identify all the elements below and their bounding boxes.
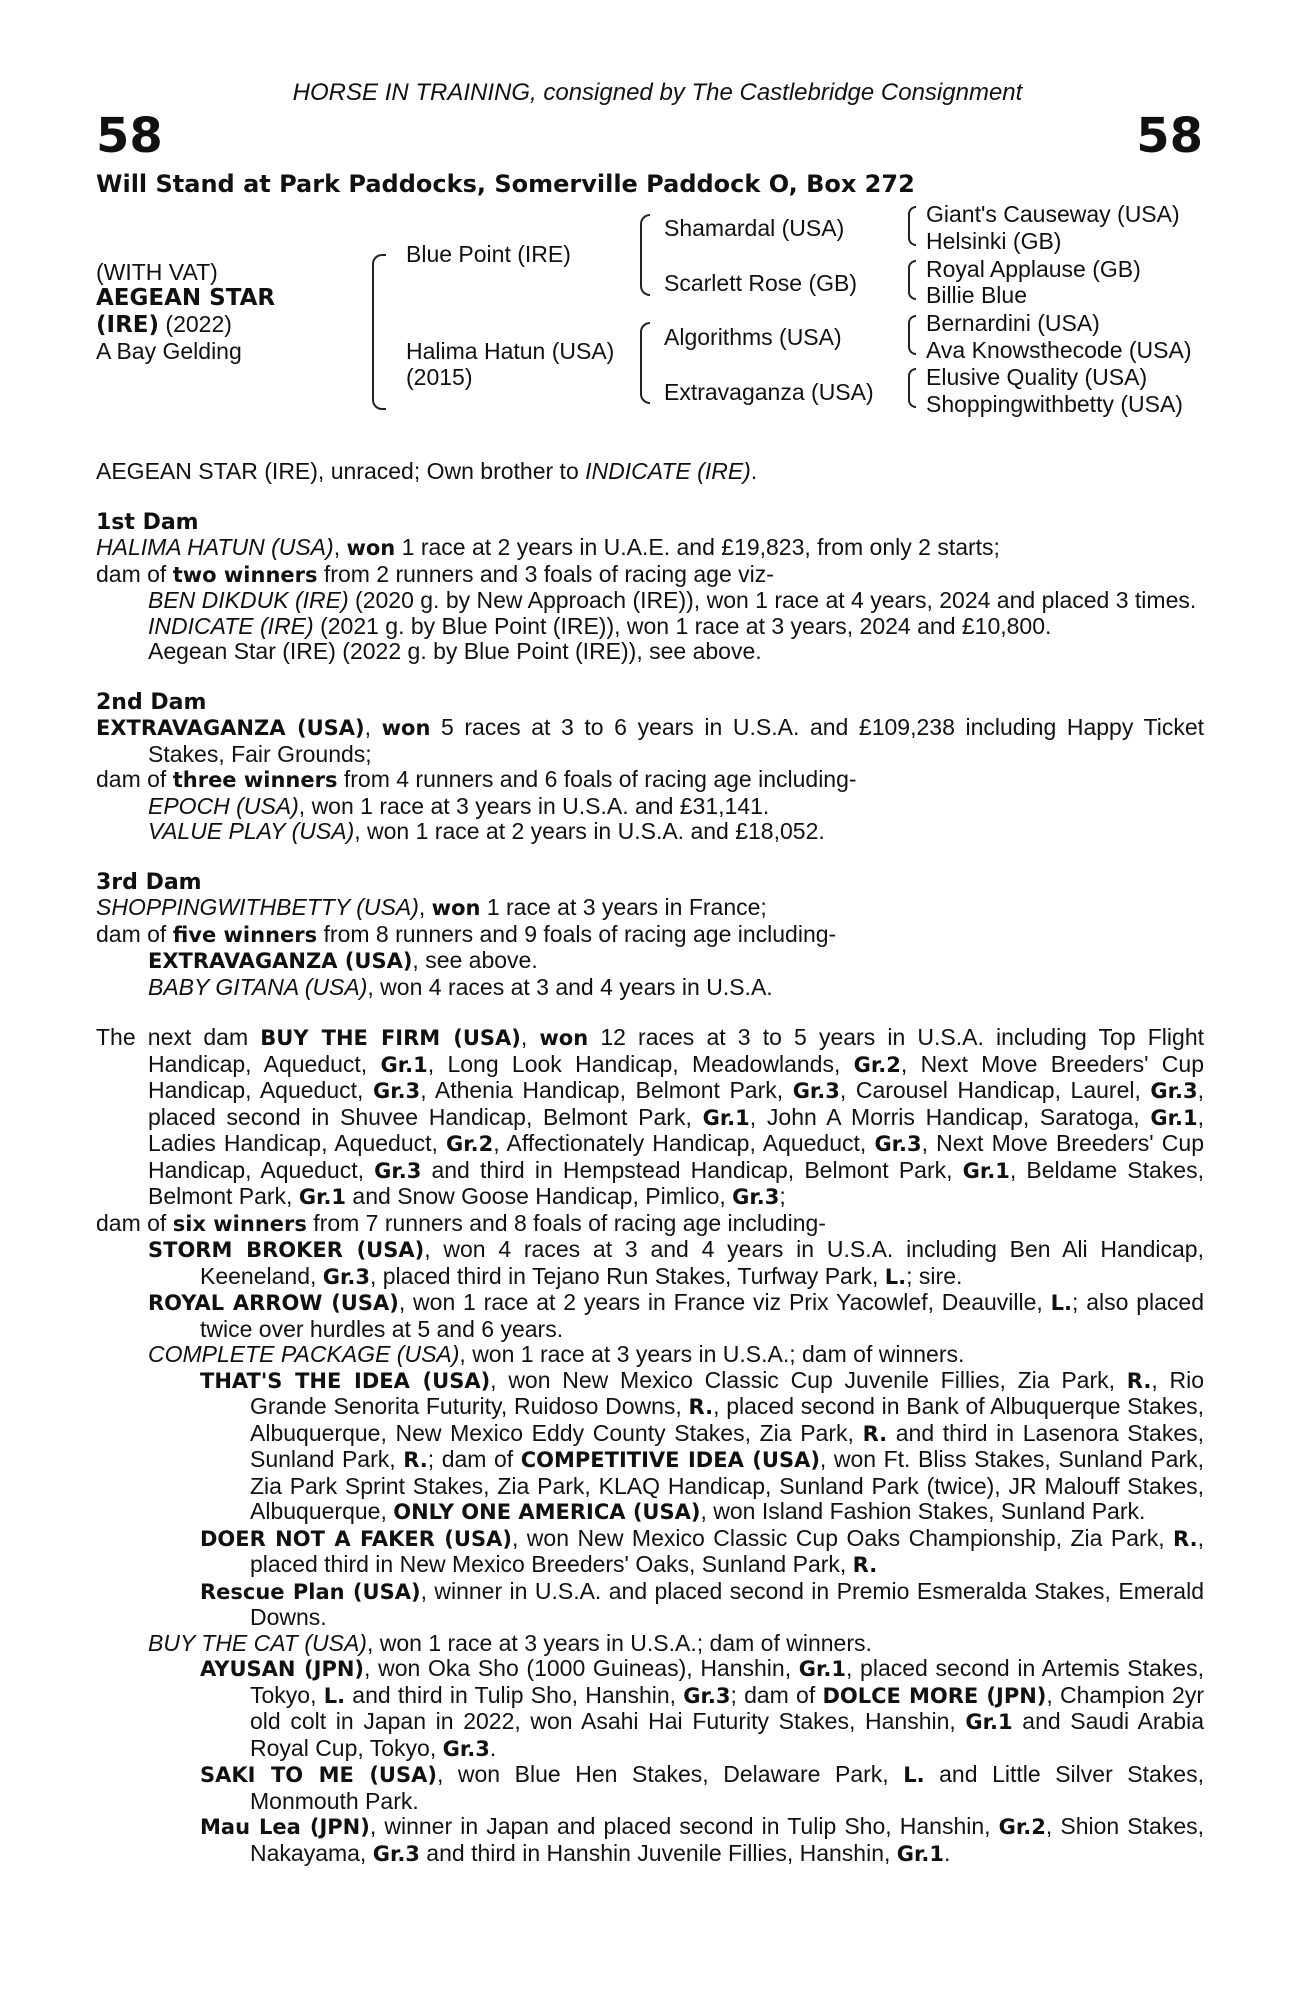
pedigree-brace: [908, 368, 916, 408]
pedigree-brace: [640, 322, 650, 404]
second-dam-title: 2nd Dam: [96, 689, 207, 715]
pedigree-sire: Blue Point (IRE): [406, 241, 571, 267]
catalogue-content: [96, 459, 1204, 1867]
pedigree-table: [0, 0, 1315, 420]
pedigree-dam-sire: Algorithms (USA): [664, 324, 842, 350]
produce-mau-lea: Mau Lea (JPN), winner in Japan and placed second in Tulip Sho, Hanshin, Gr.2, Shion Stakes, Nakayama, Gr.3 and third in Hanshin Juvenile Fillies, Hanshin, Gr.1.: [200, 1813, 1204, 1866]
second-dam-produce-item: VALUE PLAY (USA), won 1 race at 2 years in U.S.A. and £18,052.: [148, 818, 825, 844]
stand-location: Will Stand at Park Paddocks, Somerville Paddock O, Box 272: [96, 170, 915, 198]
produce-thats-the-idea: THAT'S THE IDEA (USA), won New Mexico Classic Cup Juvenile Fillies, Zia Park, R., Rio Grande Senorita Futurity, Ruidoso Downs, R., placed second in Bank of Albuquerque Stakes, Albuquerque, New Mexico Eddy County Stakes, Zia Park, R. and third in Lasenora Stakes, Sunland Park, R.; dam of COMPETITIVE IDEA (USA), won Ft. Bliss Stakes, Sunland Park, Zia Park Sprint Stakes, Zia Park, KLAQ Handicap, Sunland Park (twice), JR Malouff Stakes, Albuquerque, ONLY ONE AMERICA (USA), won Island Fashion Stakes, Sunland Park.: [200, 1366, 1205, 1524]
third-dam-produce-summary: dam of five winners from 8 runners and 9 foals of racing age including-: [96, 920, 837, 947]
pedigree-dss: Bernardini (USA): [926, 310, 1100, 336]
third-dam-title: 3rd Dam: [96, 869, 202, 895]
third-dam-produce-item: EXTRAVAGANZA (USA), see above.: [148, 947, 538, 973]
pedigree-sire-dam: Scarlett Rose (GB): [664, 270, 857, 296]
produce-buy-the-cat: BUY THE CAT (USA), won 1 race at 3 years in U.S.A.; dam of winners.: [148, 1629, 872, 1656]
pedigree-dam-year: (2015): [406, 364, 473, 390]
produce-saki-to-me: SAKI TO ME (USA), won Blue Hen Stakes, Delaware Park, L. and Little Silver Stakes, Monmouth Park.: [200, 1761, 1204, 1814]
pedigree-dam: Halima Hatun (USA): [406, 338, 615, 364]
pedigree-dsd: Ava Knowsthecode (USA): [926, 337, 1192, 363]
produce-complete-package: COMPLETE PACKAGE (USA), won 1 race at 3 years in U.S.A.; dam of winners.: [148, 1341, 965, 1367]
third-dam-produce-item: BABY GITANA (USA), won 4 races at 3 and 4 years in U.S.A.: [148, 973, 773, 1000]
next-dam-record: The next dam BUY THE FIRM (USA), won 12 races at 3 to 5 years in U.S.A. including Top Flight Handicap, Aqueduct, Gr.1, Long Look Handicap, Meadowlands, Gr.2, Next Move Breeders' Cup Handicap, Aqueduct, Gr.3, Athenia Handicap, Belmont Park, Gr.3, Carousel Handicap, Laurel, Gr.3, placed second in Shuvee Handicap, Belmont Park, Gr.1, John A Morris Handicap, Saratoga, Gr.1, Ladies Handicap, Aqueduct, Gr.2, Affectionately Handicap, Aqueduct, Gr.3, Next Move Breeders' Cup Handicap, Aqueduct, Gr.3 and third in Hempstead Handicap, Belmont Park, Gr.1, Beldame Stakes, Belmont Park, Gr.1 and Snow Goose Handicap, Pimlico, Gr.3;: [96, 1024, 1205, 1209]
pedigree-ssd: Helsinki (GB): [926, 228, 1062, 254]
produce-ayusan: AYUSAN (JPN), won Oka Sho (1000 Guineas), Hanshin, Gr.1, placed second in Artemis Stakes, Tokyo, L. and third in Tulip Sho, Hanshin, Gr.3; dam of DOLCE MORE (JPN), Champion 2yr old colt in Japan in 2022, won Asahi Hai Futurity Stakes, Hanshin, Gr.1 and Saudi Arabia Royal Cup, Tokyo, Gr.3.: [200, 1655, 1205, 1761]
pedigree-sire-sire: Shamardal (USA): [664, 215, 845, 241]
third-dam-record: SHOPPINGWITHBETTY (USA), won 1 race at 3 years in France;: [96, 894, 767, 920]
produce-storm-broker: STORM BROKER (USA), won 4 races at 3 and 4 years in U.S.A. including Ben Ali Handicap, Keeneland, Gr.3, placed third in Tejano Run Stakes, Turfway Park, L.; sire.: [148, 1236, 1204, 1289]
lot-number-left: 58: [96, 108, 163, 164]
second-dam-produce-summary: dam of three winners from 4 runners and 6 foals of racing age including-: [96, 766, 857, 792]
first-dam-produce-item: INDICATE (IRE) (2021 g. by Blue Point (IRE)), won 1 race at 3 years, 2024 and £10,800.: [148, 612, 1052, 639]
produce-royal-arrow: ROYAL ARROW (USA), won 1 race at 2 years in France viz Prix Yacowlef, Deauville, L.; also placed twice over hurdles at 5 and 6 years.: [148, 1289, 1205, 1342]
pedigree-dam-dam: Extravaganza (USA): [664, 379, 874, 405]
first-dam-title: 1st Dam: [96, 509, 199, 535]
horse-description: A Bay Gelding: [96, 338, 242, 364]
horse-name: AEGEAN STAR: [96, 285, 276, 311]
pedigree-dds: Elusive Quality (USA): [926, 364, 1148, 390]
pedigree-sss: Giant's Causeway (USA): [926, 201, 1180, 227]
pedigree-brace: [908, 206, 916, 246]
next-dam-produce-summary: dam of six winners from 7 runners and 8 foals of racing age including-: [96, 1209, 826, 1236]
pedigree-ddd: Shoppingwithbetty (USA): [926, 391, 1183, 417]
horse-year: (2022): [159, 311, 232, 337]
page-header: HORSE IN TRAINING, consigned by The Castlebridge Consignment: [292, 79, 1023, 106]
second-dam-produce-item: EPOCH (USA), won 1 race at 3 years in U.S.A. and £31,141.: [148, 792, 770, 819]
pedigree-sds: Royal Applause (GB): [926, 256, 1141, 282]
pedigree-sdd: Billie Blue: [926, 282, 1027, 308]
pedigree-brace: [640, 214, 650, 296]
produce-doer-not-a-faker: DOER NOT A FAKER (USA), won New Mexico Classic Cup Oaks Championship, Zia Park, R., placed third in New Mexico Breeders' Oaks, Sunland Park, R.: [200, 1524, 1204, 1577]
first-dam-produce-summary: dam of two winners from 2 runners and 3 foals of racing age viz-: [96, 560, 774, 587]
vat-label: (WITH VAT): [96, 259, 218, 285]
first-dam-produce-item: BEN DIKDUK (IRE) (2020 g. by New Approach (IRE)), won 1 race at 4 years, 2024 and placed 3 times.: [148, 587, 1197, 613]
pedigree-brace: [908, 260, 916, 300]
intro-line: AEGEAN STAR (IRE), unraced; Own brother to INDICATE (IRE).: [96, 458, 758, 484]
pedigree-brace: [908, 315, 916, 355]
produce-rescue-plan: Rescue Plan (USA), winner in U.S.A. and placed second in Premio Esmeralda Stakes, Emerald Downs.: [200, 1577, 1204, 1630]
pedigree-brace: [372, 254, 386, 410]
lot-number-right: 58: [1136, 108, 1203, 164]
first-dam-produce-item: Aegean Star (IRE) (2022 g. by Blue Point (IRE)), see above.: [148, 638, 762, 664]
second-dam-record: EXTRAVAGANZA (USA), won 5 races at 3 to 6 years in U.S.A. and £109,238 including Happy Ticket Stakes, Fair Grounds;: [96, 714, 1205, 767]
horse-origin: (IRE): [96, 312, 160, 338]
first-dam-record: HALIMA HATUN (USA), won 1 race at 2 years in U.A.E. and £19,823, from only 2 starts;: [96, 534, 1000, 560]
